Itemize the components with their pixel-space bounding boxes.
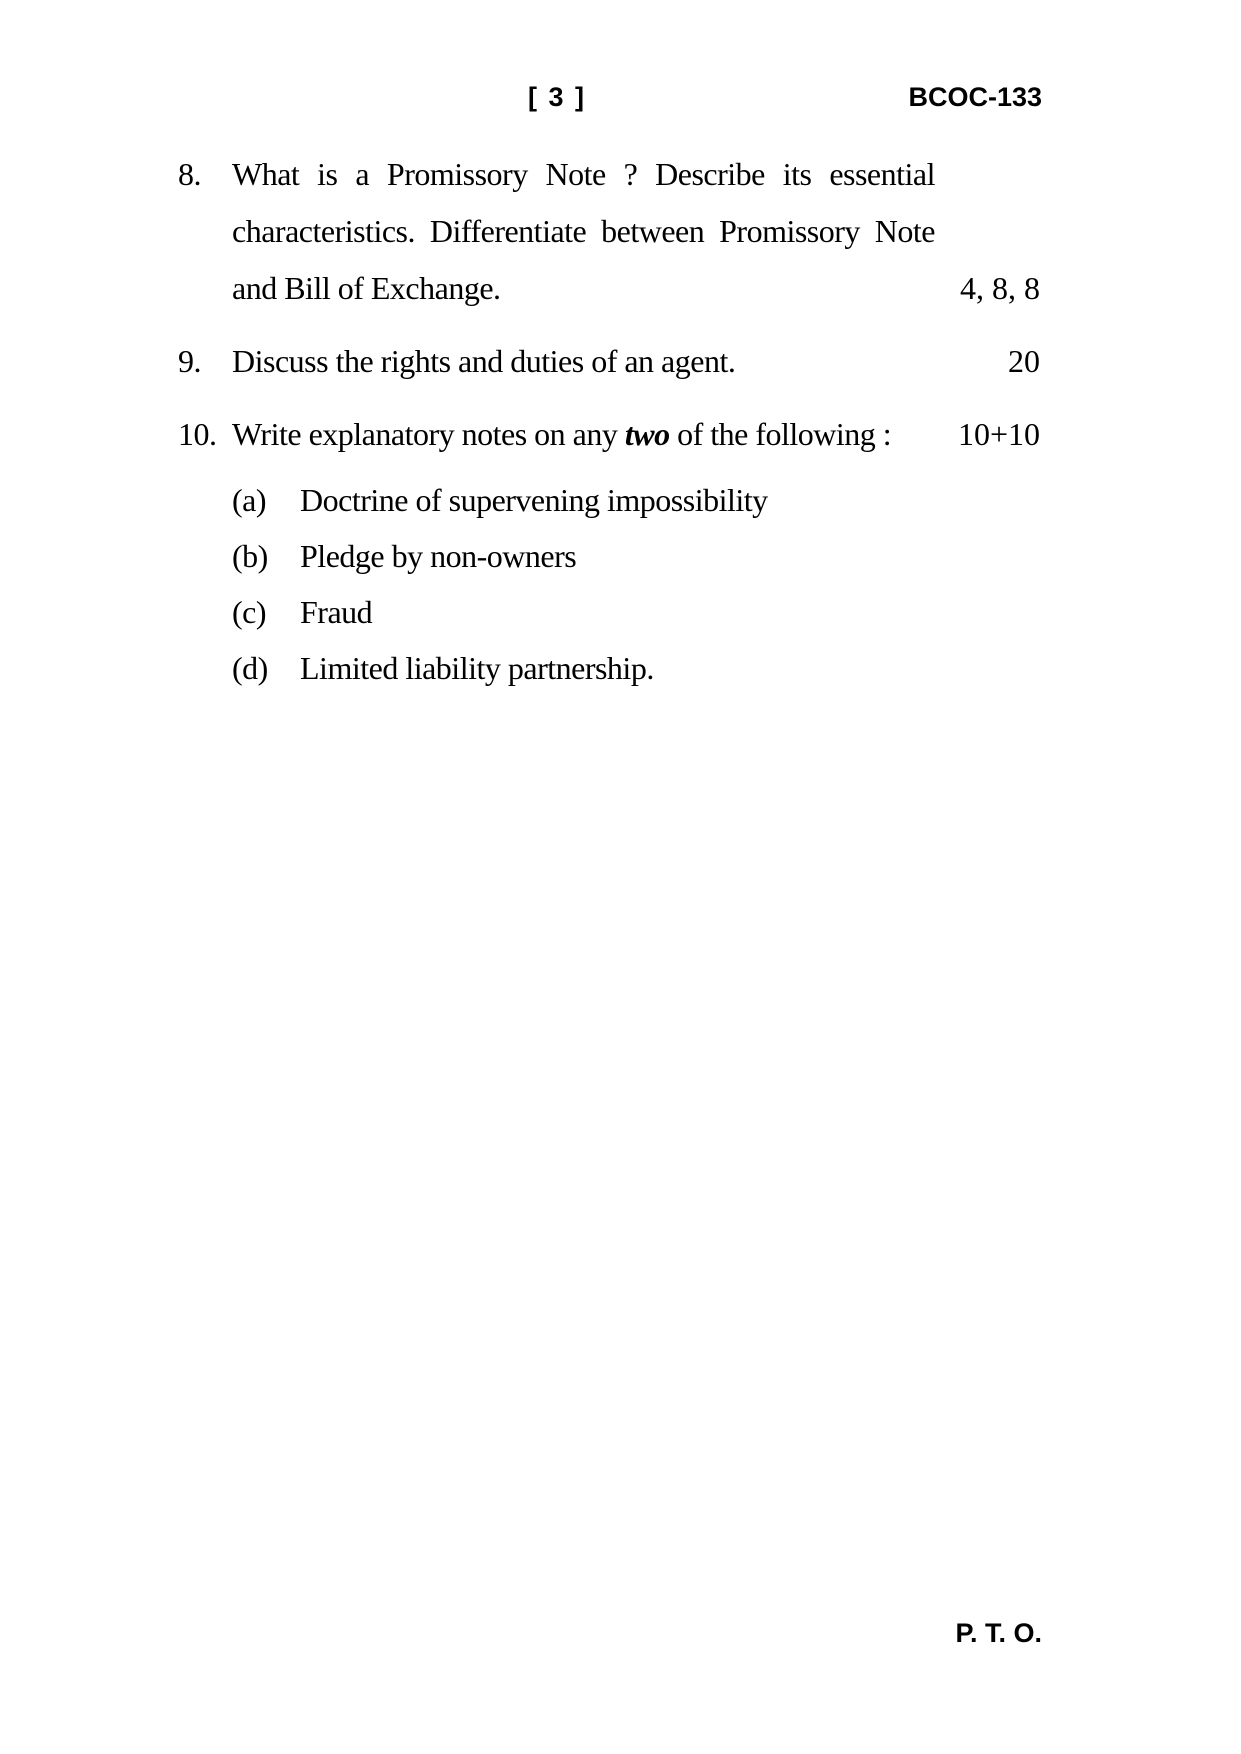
paper-code: BCOC-133 (908, 82, 1042, 112)
question-8-body (232, 146, 1040, 317)
page-footer (955, 1618, 1042, 1649)
sub-item-c-text: Fraud (300, 594, 373, 630)
sub-item-d (232, 640, 935, 696)
sub-item-c-label: (c) (232, 594, 267, 630)
sub-item-b-label: (b) (232, 538, 268, 574)
page-turn-over-label: P. T. O. (955, 1618, 1042, 1648)
question-list (178, 146, 1040, 712)
question-10-body (232, 406, 1040, 696)
question-10-text-after: of the following : (669, 416, 892, 452)
question-10-number: 10. (178, 416, 217, 452)
sub-item-b-text: Pledge by non-owners (300, 538, 577, 574)
sub-item-a-text: Doctrine of supervening impossibility (300, 482, 768, 518)
question-10-marks: 10+10 (957, 416, 1040, 452)
question-8-marks: 4, 8, 8 (960, 270, 1040, 306)
question-10-text-before: Write explanatory notes on any (232, 416, 625, 452)
page-header (0, 82, 1241, 118)
sub-item-c (232, 584, 935, 640)
question-8-number: 8. (178, 156, 201, 192)
question-10-sub-list (232, 472, 935, 696)
question-10-paragraph (232, 406, 1040, 463)
question-8 (178, 146, 1040, 317)
question-9-number: 9. (178, 343, 201, 379)
question-9-text: Discuss the rights and duties of an agent. (232, 343, 736, 379)
page-number: [ 3 ] (527, 82, 587, 112)
question-9-body (232, 333, 1040, 390)
question-10-emphasis-word: two (624, 416, 670, 452)
question-9 (178, 333, 1040, 390)
sub-item-d-label: (d) (232, 650, 268, 686)
question-8-text: What is a Promissory Note ? Describe its essential characteristics. Differentiate between Promissory Note and Bill of Exchange. (232, 156, 935, 306)
question-9-marks: 20 (1008, 343, 1040, 379)
sub-item-b (232, 528, 935, 584)
question-8-paragraph (232, 146, 1040, 317)
sub-item-a-label: (a) (232, 482, 267, 518)
question-10 (178, 406, 1040, 696)
sub-item-a (232, 472, 935, 528)
question-9-paragraph (232, 333, 1040, 390)
sub-item-d-text: Limited liability partnership. (300, 650, 654, 686)
